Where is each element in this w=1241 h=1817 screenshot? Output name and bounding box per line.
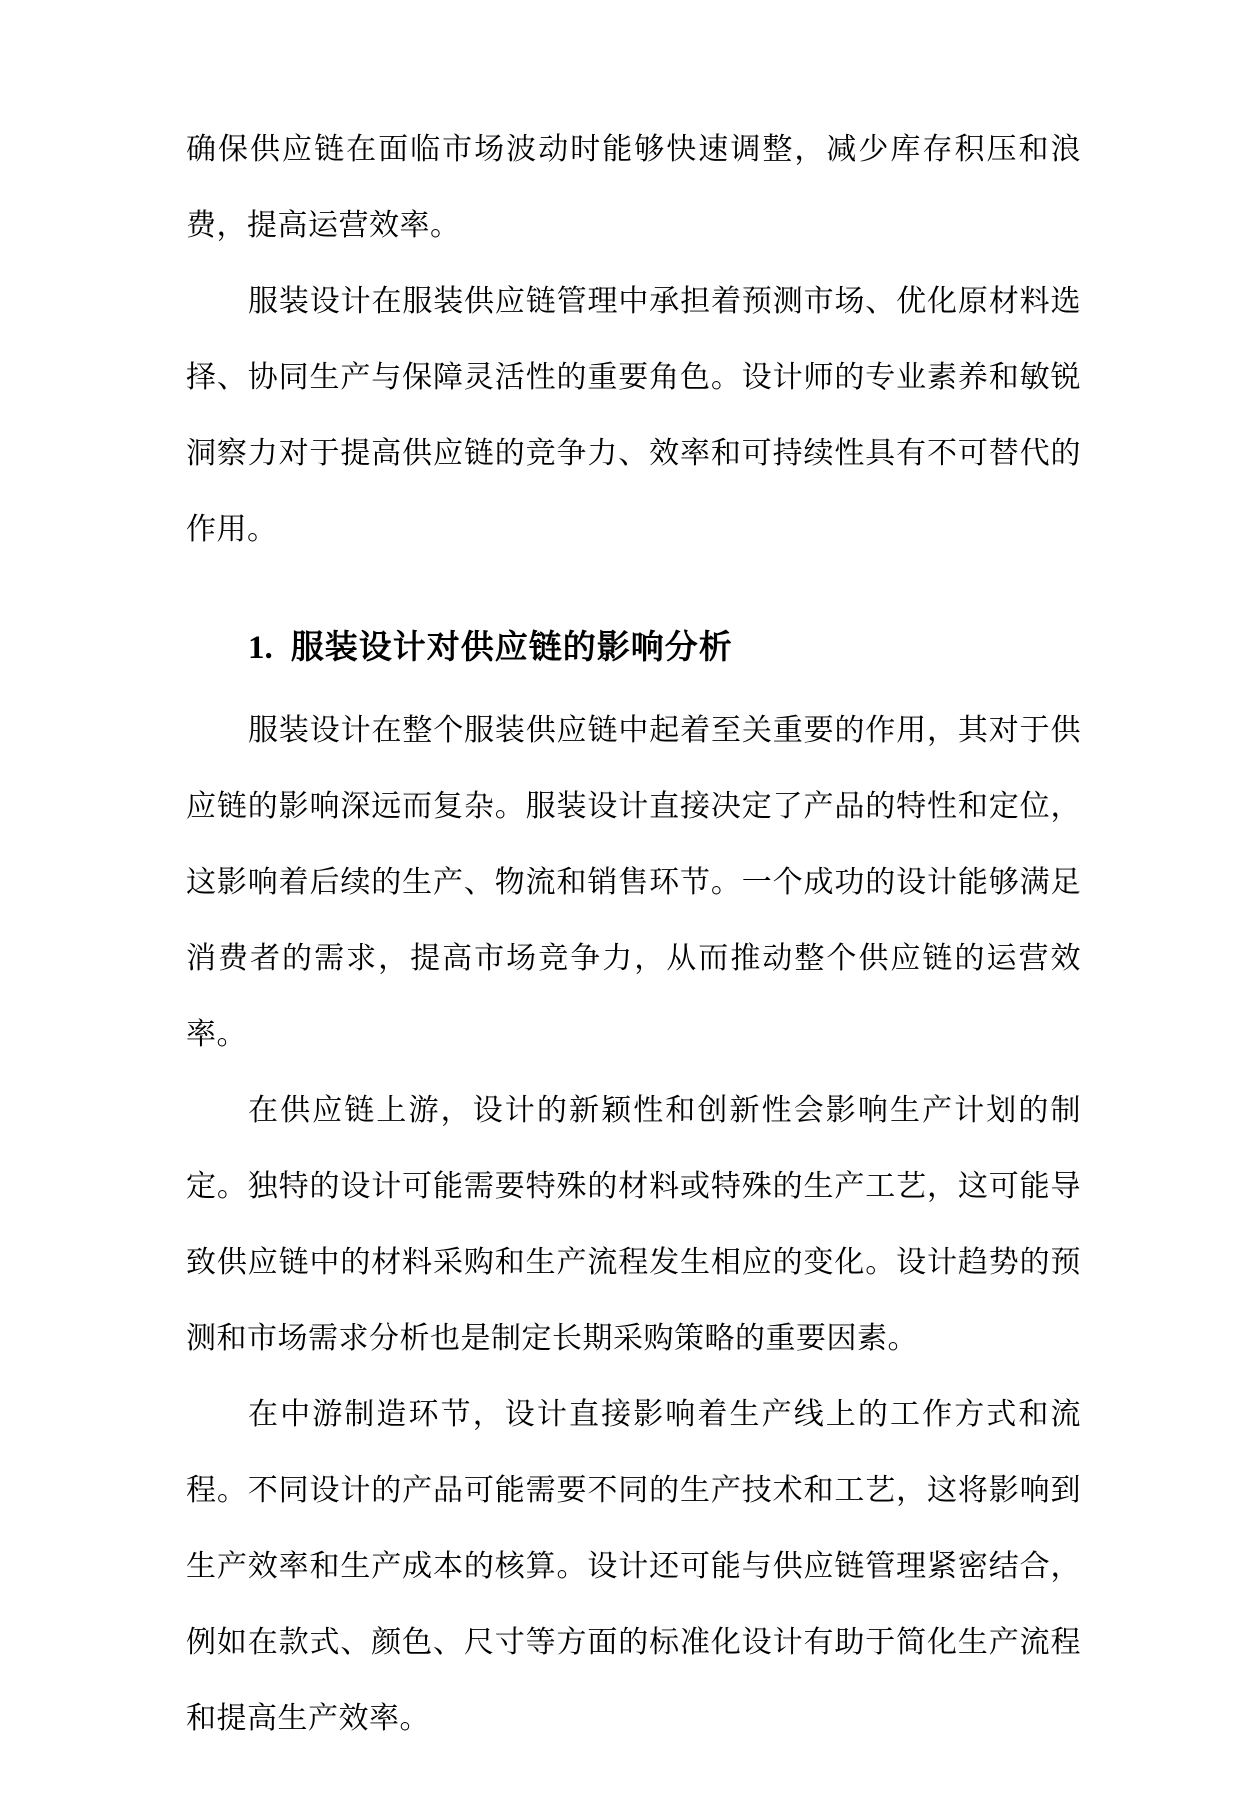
section-heading-title: 服装设计对供应链的影响分析 bbox=[290, 627, 733, 666]
paragraph-midstream: 在中游制造环节，设计直接影响着生产线上的工作方式和流程。不同设计的产品可能需要不同的生产技术和工艺，这将影响到生产效率和生产成本的核算。设计还可能与供应链管理紧密结合，例如在款式、颜色、尺寸等方面的标准化设计有助于简化生产流程和提高生产效率。 bbox=[186, 1397, 1081, 1736]
paragraph-impact-overview: 服装设计在整个服装供应链中起着至关重要的作用，其对于供应链的影响深远而复杂。服装设计直接决定了产品的特性和定位，这影响着后续的生产、物流和销售环节。一个成功的设计能够满足消费者的需求，提高市场竞争力，从而推动整个供应链的运营效率。 bbox=[186, 713, 1081, 1052]
paragraph-continuation: 确保供应链在面临市场波动时能够快速调整，减少库存积压和浪费，提高运营效率。 bbox=[186, 132, 1081, 243]
section-heading bbox=[186, 612, 1081, 683]
section-heading-number: 1. bbox=[248, 630, 273, 666]
paragraph-upstream: 在供应链上游，设计的新颖性和创新性会影响生产计划的制定。独特的设计可能需要特殊的材料或特殊的生产工艺，这可能导致供应链中的材料采购和生产流程发生相应的变化。设计趋势的预测和市场需求分析也是制定长期采购策略的重要因素。 bbox=[186, 1093, 1081, 1356]
paragraph-role-of-design: 服装设计在服装供应链管理中承担着预测市场、优化原材料选择、协同生产与保障灵活性的重要角色。设计师的专业素养和敏锐洞察力对于提高供应链的竞争力、效率和可持续性具有不可替代的作用。 bbox=[186, 284, 1081, 547]
